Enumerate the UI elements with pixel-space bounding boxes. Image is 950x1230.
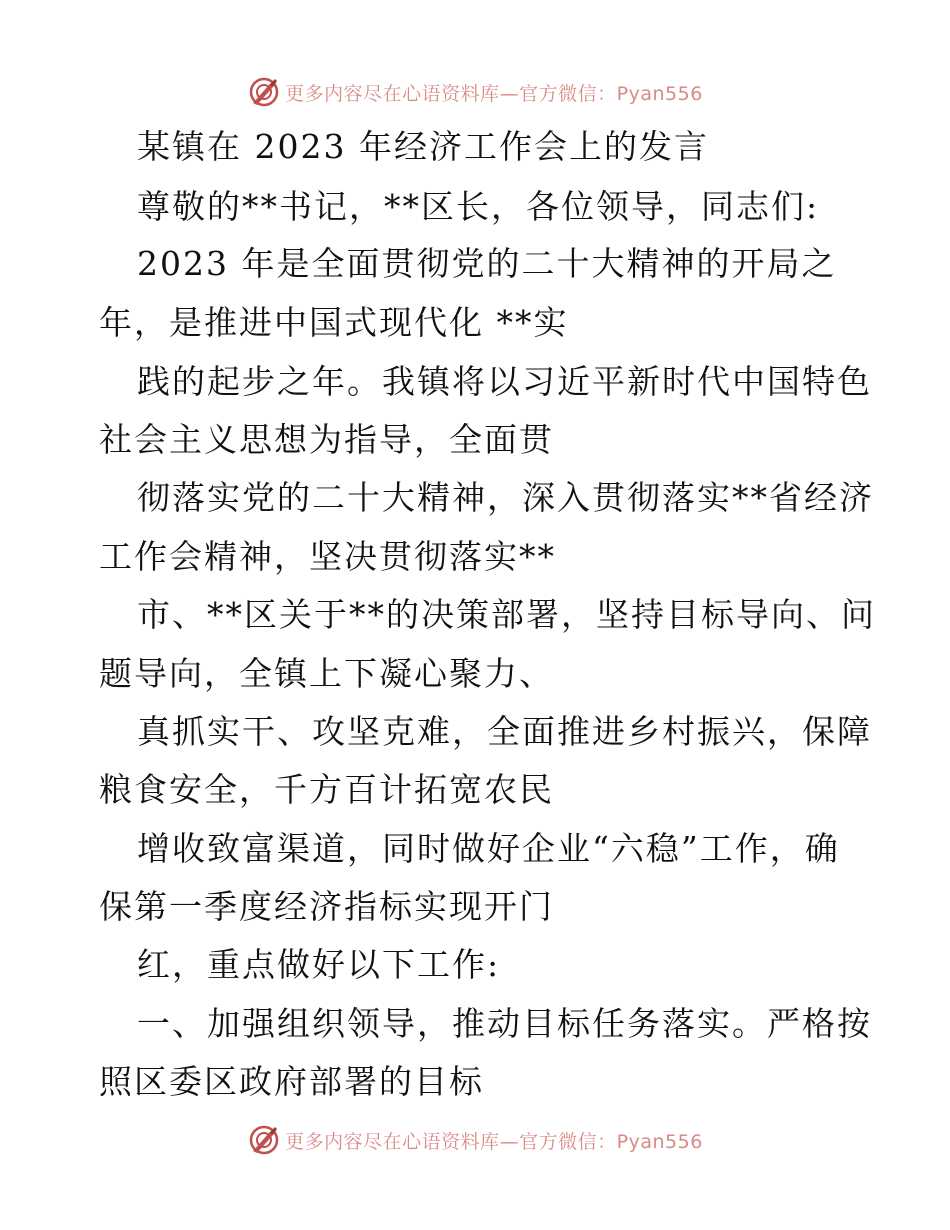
body-line: 年，是推进中国式现代化 **实 [99, 303, 569, 342]
body-line: 工作会精神，坚决贯彻落实** [99, 537, 556, 576]
body-line: 践的起步之年。我镇将以习近平新时代中国特色 [137, 362, 872, 401]
body-line: 2023 年是全面贯彻党的二十大精神的开局之 [137, 244, 837, 283]
body-line: 粮食安全，千方百计拓宽农民 [99, 770, 554, 809]
body-line: 真抓实干、攻坚克难，全面推进乡村振兴，保障 [137, 712, 872, 751]
body-line: 照区委区政府部署的目标 [99, 1062, 484, 1101]
footer-watermark [0, 1118, 950, 1162]
watermark-text: 更多内容尽在心语资料库—官方微信：Pyan556 [285, 82, 703, 105]
salutation-line: 尊敬的**书记，**区长，各位领导，同志们: [137, 187, 820, 226]
body-line: 增收致富渠道，同时做好企业“六稳”工作，确 [137, 829, 840, 868]
body-line: 社会主义思想为指导，全面贯 [99, 420, 554, 459]
body-line: 保第一季度经济指标实现开门 [99, 887, 554, 926]
section-heading-line: 一、加强组织领导，推动目标任务落实。严格按 [137, 1004, 872, 1043]
body-line: 题导向，全镇上下凝心聚力、 [99, 654, 554, 693]
watermark-text: 更多内容尽在心语资料库—官方微信：Pyan556 [285, 1130, 703, 1153]
body-line: 红，重点做好以下工作: [137, 945, 501, 984]
body-line: 彻落实党的二十大精神，深入贯彻落实**省经济 [137, 478, 874, 517]
document-title: 某镇在 2023 年经济工作会上的发言 [137, 127, 709, 166]
watermark-logo-icon [247, 1123, 281, 1157]
body-line: 市、**区关于**的决策部署，坚持目标导向、问 [137, 595, 876, 634]
